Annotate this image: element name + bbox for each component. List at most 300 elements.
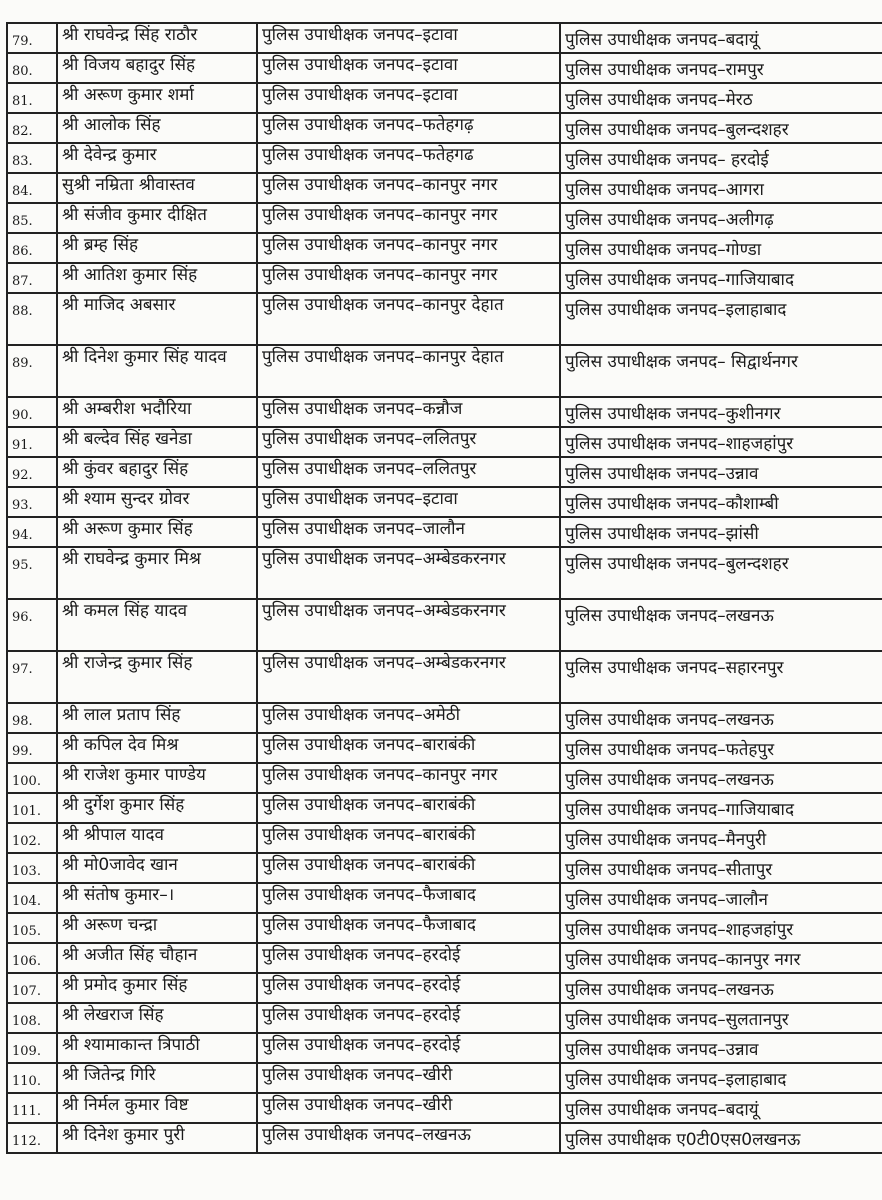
officer-name-text: श्री जितेन्द्र गिरि <box>62 1065 156 1085</box>
table-row <box>7 457 882 487</box>
table-row <box>7 487 882 517</box>
new-posting-text: पुलिस उपाधीक्षक जनपद–उन्नाव <box>565 1040 759 1060</box>
new-posting-cell <box>560 1093 882 1123</box>
officer-name-text: श्री अरूण चन्द्रा <box>62 915 158 935</box>
serial-number-cell <box>7 113 57 143</box>
officer-name-text: श्री ब्रम्ह सिंह <box>62 235 139 255</box>
table-row <box>7 427 882 457</box>
serial-number-text: 80. <box>12 64 33 79</box>
serial-number-text: 105. <box>12 924 41 939</box>
current-posting-text: पुलिस उपाधीक्षक जनपद–ललितपुर <box>262 429 477 449</box>
officer-name-text: श्री दिनेश कुमार सिंह यादव <box>62 347 227 367</box>
new-posting-text: पुलिस उपाधीक्षक जनपद–गाजियाबाद <box>565 800 794 820</box>
current-posting-cell <box>257 143 560 173</box>
officer-name-text: सुश्री नम्रिता श्रीवास्तव <box>62 175 195 195</box>
serial-number-cell <box>7 853 57 883</box>
new-posting-cell <box>560 427 882 457</box>
serial-number-text: 84. <box>12 184 33 199</box>
officer-name-cell <box>57 599 257 651</box>
serial-number-text: 100. <box>12 774 41 789</box>
new-posting-cell <box>560 1063 882 1093</box>
current-posting-text: पुलिस उपाधीक्षक जनपद–कानपुर नगर <box>262 235 498 255</box>
current-posting-cell <box>257 1123 560 1153</box>
new-posting-text: पुलिस उपाधीक्षक जनपद–बुलन्दशहर <box>565 120 789 140</box>
current-posting-cell <box>257 203 560 233</box>
officer-name-cell <box>57 427 257 457</box>
officer-name-text: श्री राघवेन्द्र कुमार मिश्र <box>62 549 201 569</box>
new-posting-cell <box>560 23 882 53</box>
table-row <box>7 883 882 913</box>
new-posting-cell <box>560 397 882 427</box>
new-posting-text: पुलिस उपाधीक्षक जनपद–फतेहपुर <box>565 740 775 760</box>
current-posting-cell <box>257 913 560 943</box>
current-posting-cell <box>257 943 560 973</box>
table-row <box>7 1123 882 1153</box>
new-posting-cell <box>560 113 882 143</box>
current-posting-text: पुलिस उपाधीक्षक जनपद–कानपुर नगर <box>262 175 498 195</box>
officer-name-cell <box>57 1003 257 1033</box>
officer-name-text: श्री निर्मल कुमार विष्ट <box>62 1095 189 1115</box>
new-posting-text: पुलिस उपाधीक्षक जनपद–गाजियाबाद <box>565 270 794 290</box>
serial-number-cell <box>7 823 57 853</box>
new-posting-text: पुलिस उपाधीक्षक जनपद– सिद्वार्थनगर <box>565 352 798 372</box>
current-posting-text: पुलिस उपाधीक्षक जनपद–बाराबंकी <box>262 855 476 875</box>
new-posting-cell <box>560 345 882 397</box>
officer-name-text: श्री संजीव कुमार दीक्षित <box>62 205 207 225</box>
serial-number-cell <box>7 293 57 345</box>
serial-number-text: 110. <box>12 1074 41 1089</box>
new-posting-text: पुलिस उपाधीक्षक जनपद–शाहजहांपुर <box>565 434 794 454</box>
current-posting-text: पुलिस उपाधीक्षक जनपद–जालौन <box>262 519 465 539</box>
new-posting-cell <box>560 703 882 733</box>
officer-name-cell <box>57 733 257 763</box>
officer-name-cell <box>57 173 257 203</box>
officer-name-text: श्री विजय बहादुर सिंह <box>62 55 196 75</box>
officer-name-cell <box>57 293 257 345</box>
table-row <box>7 599 882 651</box>
current-posting-cell <box>257 83 560 113</box>
serial-number-text: 104. <box>12 894 41 909</box>
officer-name-text: श्री श्यामाकान्त त्रिपाठी <box>62 1035 200 1055</box>
serial-number-text: 91. <box>12 438 33 453</box>
table-row <box>7 23 882 53</box>
officer-name-cell <box>57 487 257 517</box>
current-posting-cell <box>257 427 560 457</box>
serial-number-text: 93. <box>12 498 33 513</box>
officer-name-cell <box>57 397 257 427</box>
serial-number-text: 108. <box>12 1014 41 1029</box>
current-posting-text: पुलिस उपाधीक्षक जनपद–फतेहगढ़ <box>262 115 474 135</box>
table-body <box>7 23 882 1153</box>
current-posting-cell <box>257 1033 560 1063</box>
new-posting-cell <box>560 143 882 173</box>
serial-number-cell <box>7 883 57 913</box>
officer-name-cell <box>57 943 257 973</box>
serial-number-cell <box>7 397 57 427</box>
table-row <box>7 1033 882 1063</box>
serial-number-text: 103. <box>12 864 41 879</box>
new-posting-text: पुलिस उपाधीक्षक जनपद–अलीगढ़ <box>565 210 774 230</box>
new-posting-cell <box>560 973 882 1003</box>
serial-number-text: 112. <box>12 1134 41 1149</box>
current-posting-text: पुलिस उपाधीक्षक जनपद–लखनऊ <box>262 1125 471 1145</box>
officer-name-cell <box>57 883 257 913</box>
serial-number-text: 79. <box>12 34 33 49</box>
new-posting-cell <box>560 651 882 703</box>
serial-number-cell <box>7 83 57 113</box>
officer-name-cell <box>57 457 257 487</box>
current-posting-cell <box>257 517 560 547</box>
officer-name-cell <box>57 1033 257 1063</box>
table-row <box>7 651 882 703</box>
current-posting-cell <box>257 883 560 913</box>
current-posting-cell <box>257 973 560 1003</box>
serial-number-cell <box>7 651 57 703</box>
serial-number-cell <box>7 973 57 1003</box>
officer-name-text: श्री राघवेन्द्र सिंह राठौर <box>62 25 198 45</box>
officer-name-text: श्री श्याम सुन्दर ग्रोवर <box>62 489 190 509</box>
officer-name-cell <box>57 973 257 1003</box>
new-posting-cell <box>560 599 882 651</box>
officer-name-cell <box>57 23 257 53</box>
officer-name-cell <box>57 203 257 233</box>
new-posting-cell <box>560 233 882 263</box>
officer-name-cell <box>57 853 257 883</box>
table-row <box>7 263 882 293</box>
current-posting-cell <box>257 53 560 83</box>
serial-number-cell <box>7 233 57 263</box>
table-row <box>7 1003 882 1033</box>
serial-number-text: 82. <box>12 124 33 139</box>
new-posting-cell <box>560 263 882 293</box>
current-posting-text: पुलिस उपाधीक्षक जनपद–इटावा <box>262 489 458 509</box>
new-posting-cell <box>560 793 882 823</box>
officer-name-text: श्री लाल प्रताप सिंह <box>62 705 181 725</box>
table-row <box>7 345 882 397</box>
serial-number-text: 87. <box>12 274 33 289</box>
new-posting-text: पुलिस उपाधीक्षक जनपद–शाहजहांपुर <box>565 920 794 940</box>
new-posting-cell <box>560 457 882 487</box>
serial-number-cell <box>7 599 57 651</box>
serial-number-text: 86. <box>12 244 33 259</box>
new-posting-cell <box>560 517 882 547</box>
table-row <box>7 143 882 173</box>
officer-name-cell <box>57 83 257 113</box>
serial-number-cell <box>7 1033 57 1063</box>
current-posting-text: पुलिस उपाधीक्षक जनपद–बाराबंकी <box>262 825 476 845</box>
table-row <box>7 53 882 83</box>
current-posting-cell <box>257 853 560 883</box>
officer-name-text: श्री देवेन्द्र कुमार <box>62 145 157 165</box>
new-posting-cell <box>560 173 882 203</box>
serial-number-text: 85. <box>12 214 33 229</box>
current-posting-text: पुलिस उपाधीक्षक जनपद–अमेठी <box>262 705 461 725</box>
serial-number-text: 90. <box>12 408 33 423</box>
officer-name-cell <box>57 1093 257 1123</box>
serial-number-cell <box>7 23 57 53</box>
new-posting-cell <box>560 1003 882 1033</box>
table-row <box>7 203 882 233</box>
table-row <box>7 397 882 427</box>
current-posting-cell <box>257 263 560 293</box>
current-posting-text: पुलिस उपाधीक्षक जनपद–इटावा <box>262 55 458 75</box>
new-posting-text: पुलिस उपाधीक्षक जनपद–लखनऊ <box>565 980 774 1000</box>
new-posting-text: पुलिस उपाधीक्षक जनपद–लखनऊ <box>565 606 774 626</box>
new-posting-text: पुलिस उपाधीक्षक जनपद– हरदोई <box>565 150 769 170</box>
current-posting-cell <box>257 823 560 853</box>
officer-name-cell <box>57 763 257 793</box>
current-posting-cell <box>257 23 560 53</box>
serial-number-text: 107. <box>12 984 41 999</box>
table-row <box>7 703 882 733</box>
new-posting-text: पुलिस उपाधीक्षक जनपद–सुलतानपुर <box>565 1010 789 1030</box>
serial-number-cell <box>7 547 57 599</box>
new-posting-cell <box>560 943 882 973</box>
serial-number-cell <box>7 1063 57 1093</box>
current-posting-text: पुलिस उपाधीक्षक जनपद–हरदोई <box>262 1035 461 1055</box>
officer-name-cell <box>57 793 257 823</box>
officer-name-cell <box>57 703 257 733</box>
officer-name-text: श्री प्रमोद कुमार सिंह <box>62 975 188 995</box>
serial-number-cell <box>7 913 57 943</box>
table-row <box>7 517 882 547</box>
serial-number-cell <box>7 763 57 793</box>
current-posting-text: पुलिस उपाधीक्षक जनपद–बाराबंकी <box>262 795 476 815</box>
table-row <box>7 823 882 853</box>
current-posting-text: पुलिस उपाधीक्षक जनपद–कानपुर नगर <box>262 765 498 785</box>
current-posting-cell <box>257 233 560 263</box>
serial-number-cell <box>7 1123 57 1153</box>
current-posting-cell <box>257 547 560 599</box>
current-posting-cell <box>257 173 560 203</box>
serial-number-text: 97. <box>12 662 33 677</box>
new-posting-text: पुलिस उपाधीक्षक ए0टी0एस0लखनऊ <box>565 1130 801 1150</box>
serial-number-cell <box>7 487 57 517</box>
officer-name-text: श्री संतोष कुमार–। <box>62 885 175 905</box>
serial-number-cell <box>7 345 57 397</box>
new-posting-text: पुलिस उपाधीक्षक जनपद–इलाहाबाद <box>565 1070 787 1090</box>
table-row <box>7 113 882 143</box>
new-posting-cell <box>560 83 882 113</box>
current-posting-text: पुलिस उपाधीक्षक जनपद–फतेहगढ <box>262 145 474 165</box>
officer-name-text: श्री राजेन्द्र कुमार सिंह <box>62 653 193 673</box>
new-posting-text: पुलिस उपाधीक्षक जनपद–आगरा <box>565 180 764 200</box>
serial-number-text: 102. <box>12 834 41 849</box>
officer-name-cell <box>57 1123 257 1153</box>
serial-number-cell <box>7 703 57 733</box>
table-row <box>7 233 882 263</box>
officer-name-cell <box>57 547 257 599</box>
officer-name-text: श्री दुर्गेश कुमार सिंह <box>62 795 185 815</box>
serial-number-cell <box>7 1003 57 1033</box>
officer-name-text: श्री श्रीपाल यादव <box>62 825 165 845</box>
officer-name-cell <box>57 1063 257 1093</box>
serial-number-text: 99. <box>12 744 33 759</box>
current-posting-cell <box>257 703 560 733</box>
officer-name-text: श्री अम्बरीश भदौरिया <box>62 399 192 419</box>
officer-name-cell <box>57 517 257 547</box>
current-posting-cell <box>257 1063 560 1093</box>
new-posting-text: पुलिस उपाधीक्षक जनपद–बदायूं <box>565 1100 759 1120</box>
current-posting-cell <box>257 487 560 517</box>
current-posting-text: पुलिस उपाधीक्षक जनपद–अम्बेडकरनगर <box>262 549 506 569</box>
current-posting-cell <box>257 1093 560 1123</box>
new-posting-text: पुलिस उपाधीक्षक जनपद–मेरठ <box>565 90 753 110</box>
current-posting-cell <box>257 1003 560 1033</box>
current-posting-text: पुलिस उपाधीक्षक जनपद–फैजाबाद <box>262 915 476 935</box>
table-row <box>7 973 882 1003</box>
officer-name-cell <box>57 233 257 263</box>
new-posting-text: पुलिस उपाधीक्षक जनपद–सहारनपुर <box>565 658 784 678</box>
current-posting-text: पुलिस उपाधीक्षक जनपद–कानपुर नगर <box>262 265 498 285</box>
officer-name-cell <box>57 53 257 83</box>
serial-number-text: 101. <box>12 804 41 819</box>
new-posting-cell <box>560 487 882 517</box>
serial-number-text: 109. <box>12 1044 41 1059</box>
officer-name-cell <box>57 113 257 143</box>
current-posting-cell <box>257 293 560 345</box>
officer-name-text: श्री बल्देव सिंह खनेडा <box>62 429 192 449</box>
new-posting-text: पुलिस उपाधीक्षक जनपद–इलाहाबाद <box>565 300 787 320</box>
new-posting-text: पुलिस उपाधीक्षक जनपद–गोण्डा <box>565 240 762 260</box>
new-posting-cell <box>560 1033 882 1063</box>
officer-name-text: श्री कमल सिंह यादव <box>62 601 188 621</box>
officer-name-cell <box>57 651 257 703</box>
transfer-table <box>6 22 882 1154</box>
new-posting-cell <box>560 53 882 83</box>
current-posting-text: पुलिस उपाधीक्षक जनपद–इटावा <box>262 85 458 105</box>
current-posting-cell <box>257 457 560 487</box>
new-posting-text: पुलिस उपाधीक्षक जनपद–बुलन्दशहर <box>565 554 789 574</box>
new-posting-text: पुलिस उपाधीक्षक जनपद–मैनपुरी <box>565 830 767 850</box>
serial-number-text: 83. <box>12 154 33 169</box>
table-row <box>7 1093 882 1123</box>
new-posting-text: पुलिस उपाधीक्षक जनपद–जालौन <box>565 890 768 910</box>
table-row <box>7 1063 882 1093</box>
new-posting-cell <box>560 763 882 793</box>
table-row <box>7 547 882 599</box>
serial-number-text: 94. <box>12 528 33 543</box>
serial-number-cell <box>7 1093 57 1123</box>
current-posting-cell <box>257 793 560 823</box>
new-posting-cell <box>560 883 882 913</box>
new-posting-text: पुलिस उपाधीक्षक जनपद–कौशाम्बी <box>565 494 779 514</box>
serial-number-cell <box>7 263 57 293</box>
current-posting-cell <box>257 113 560 143</box>
officer-name-text: श्री राजेश कुमार पाण्डेय <box>62 765 206 785</box>
current-posting-cell <box>257 651 560 703</box>
officer-name-cell <box>57 823 257 853</box>
serial-number-text: 111. <box>12 1104 41 1119</box>
serial-number-text: 81. <box>12 94 33 109</box>
serial-number-cell <box>7 173 57 203</box>
officer-name-text: श्री आतिश कुमार सिंह <box>62 265 198 285</box>
officer-name-text: श्री अरूण कुमार सिंह <box>62 519 193 539</box>
new-posting-cell <box>560 853 882 883</box>
table-row <box>7 733 882 763</box>
officer-name-cell <box>57 913 257 943</box>
current-posting-text: पुलिस उपाधीक्षक जनपद–ललितपुर <box>262 459 477 479</box>
new-posting-cell <box>560 293 882 345</box>
current-posting-cell <box>257 599 560 651</box>
officer-name-text: श्री कपिल देव मिश्र <box>62 735 179 755</box>
officer-name-cell <box>57 345 257 397</box>
current-posting-text: पुलिस उपाधीक्षक जनपद–कानपुर देहात <box>262 347 504 367</box>
table-row <box>7 793 882 823</box>
current-posting-text: पुलिस उपाधीक्षक जनपद–कानपुर नगर <box>262 205 498 225</box>
officer-name-cell <box>57 263 257 293</box>
officer-name-text: श्री दिनेश कुमार पुरी <box>62 1125 185 1145</box>
new-posting-text: पुलिस उपाधीक्षक जनपद–सीतापुर <box>565 860 773 880</box>
serial-number-cell <box>7 143 57 173</box>
officer-name-cell <box>57 143 257 173</box>
serial-number-text: 98. <box>12 714 33 729</box>
current-posting-text: पुलिस उपाधीक्षक जनपद–खीरी <box>262 1095 453 1115</box>
officer-name-text: श्री अरूण कुमार शर्मा <box>62 85 194 105</box>
new-posting-text: पुलिस उपाधीक्षक जनपद–लखनऊ <box>565 770 774 790</box>
current-posting-cell <box>257 397 560 427</box>
current-posting-text: पुलिस उपाधीक्षक जनपद–फैजाबाद <box>262 885 476 905</box>
officer-name-text: श्री कुंवर बहादुर सिंह <box>62 459 189 479</box>
current-posting-cell <box>257 763 560 793</box>
new-posting-text: पुलिस उपाधीक्षक जनपद–झांसी <box>565 524 759 544</box>
current-posting-text: पुलिस उपाधीक्षक जनपद–अम्बेडकरनगर <box>262 601 506 621</box>
table-row <box>7 943 882 973</box>
table-row <box>7 763 882 793</box>
current-posting-text: पुलिस उपाधीक्षक जनपद–इटावा <box>262 25 458 45</box>
table-row <box>7 913 882 943</box>
new-posting-cell <box>560 1123 882 1153</box>
serial-number-cell <box>7 203 57 233</box>
serial-number-cell <box>7 943 57 973</box>
current-posting-text: पुलिस उपाधीक्षक जनपद–कानपुर देहात <box>262 295 504 315</box>
officer-name-text: श्री लेखराज सिंह <box>62 1005 164 1025</box>
officer-name-text: श्री मो0जावेद खान <box>62 855 178 875</box>
serial-number-text: 96. <box>12 610 33 625</box>
current-posting-cell <box>257 345 560 397</box>
officer-name-text: श्री आलोक सिंह <box>62 115 161 135</box>
new-posting-text: पुलिस उपाधीक्षक जनपद–कुशीनगर <box>565 404 781 424</box>
current-posting-text: पुलिस उपाधीक्षक जनपद–खीरी <box>262 1065 453 1085</box>
new-posting-cell <box>560 823 882 853</box>
serial-number-text: 88. <box>12 304 33 319</box>
officer-name-text: श्री माजिद अबसार <box>62 295 176 315</box>
serial-number-cell <box>7 517 57 547</box>
current-posting-cell <box>257 733 560 763</box>
current-posting-text: पुलिस उपाधीक्षक जनपद–हरदोई <box>262 975 461 995</box>
table-row <box>7 83 882 113</box>
serial-number-cell <box>7 53 57 83</box>
new-posting-cell <box>560 203 882 233</box>
new-posting-text: पुलिस उपाधीक्षक जनपद–उन्नाव <box>565 464 759 484</box>
new-posting-text: पुलिस उपाधीक्षक जनपद–लखनऊ <box>565 710 774 730</box>
current-posting-text: पुलिस उपाधीक्षक जनपद–बाराबंकी <box>262 735 476 755</box>
serial-number-cell <box>7 733 57 763</box>
serial-number-text: 92. <box>12 468 33 483</box>
new-posting-text: पुलिस उपाधीक्षक जनपद–रामपुर <box>565 60 764 80</box>
officer-name-text: श्री अजीत सिंह चौहान <box>62 945 198 965</box>
new-posting-text: पुलिस उपाधीक्षक जनपद–कानपुर नगर <box>565 950 801 970</box>
current-posting-text: पुलिस उपाधीक्षक जनपद–कन्नौज <box>262 399 463 419</box>
table-row <box>7 293 882 345</box>
current-posting-text: पुलिस उपाधीक्षक जनपद–हरदोई <box>262 945 461 965</box>
serial-number-cell <box>7 427 57 457</box>
serial-number-text: 106. <box>12 954 41 969</box>
serial-number-cell <box>7 793 57 823</box>
serial-number-text: 95. <box>12 558 33 573</box>
new-posting-text: पुलिस उपाधीक्षक जनपद–बदायूं <box>565 30 759 50</box>
new-posting-cell <box>560 913 882 943</box>
